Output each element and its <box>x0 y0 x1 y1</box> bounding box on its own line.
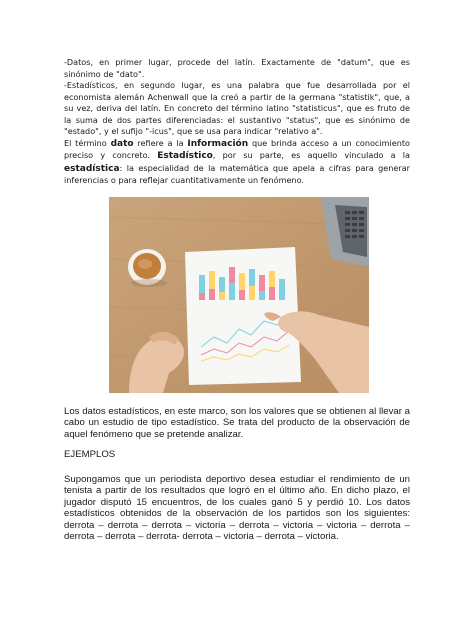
text-run: El término <box>64 137 111 148</box>
keyword-estadistico: Estadístico <box>157 151 213 161</box>
desk-with-chart-photo-icon <box>109 197 369 393</box>
desk-chart-photo <box>109 197 369 393</box>
paragraph-datos-estadisticos: Los datos estadísticos, en este marco, son los valores que se obtienen al llevar a cabo un estudio de tipo estadístico. Se trata del producto de la observación de aquel fenómeno que se pretende analizar. <box>64 406 410 440</box>
text-run: refiere a la <box>133 137 188 148</box>
text-run: que brinda acceso a un conocimiento preciso y concreto. <box>64 137 411 160</box>
section-heading-ejemplos: EJEMPLOS <box>64 449 116 460</box>
paragraph-example: Supongamos que un periodista deportivo desea estudiar el rendimiento de un tenista a partir de los resultados que logró en el último año. En dicho plazo, el jugador disputó 15 encuentros, de los cuales ganó 5 y perdió 10. Los datos estadísticos obtenidos de la observación de los partidos son los siguientes: derrota – derrota – derrota – victoria – derrota – victoria – victoria – derrota – derrota – derrota – derrota- derrota – victoria – derrota – victoria. <box>64 474 410 543</box>
paragraph-estadisticos-origin: -Estadísticos, en segundo lugar, es una palabra que fue desarrollada por el economista alemán Achenwall que la creó a partir de la germana "statistik", que, a su vez, deriva del latín. En concreto del término latino "statisticus", que es fruto de la suma de dos partes diferenciadas: el sustantivo "status", que es sinónimo de "estado", y el sufijo "-icus", que se usa para indicar "relativo a". <box>64 80 410 136</box>
keyword-dato: dato <box>110 138 134 149</box>
paragraph-definition <box>64 138 410 187</box>
intro-text-block <box>64 57 410 187</box>
keyword-informacion: Información <box>187 138 249 149</box>
paragraph-datos-origin: -Datos, en primer lugar, procede del latín. Exactamente de "datum", que es sinónimo de "dato". <box>64 57 410 79</box>
keyword-estadistica: estadística <box>64 163 120 174</box>
text-run: : la especialidad de la matemática que apela a cifras para generar inferencias o para reflejar cuantitativamente un fenómeno. <box>64 162 410 185</box>
text-run: , por su parte, es aquello vinculado a la <box>212 150 410 160</box>
example-text-block <box>64 474 410 542</box>
datos-estadisticos-text <box>64 406 410 440</box>
